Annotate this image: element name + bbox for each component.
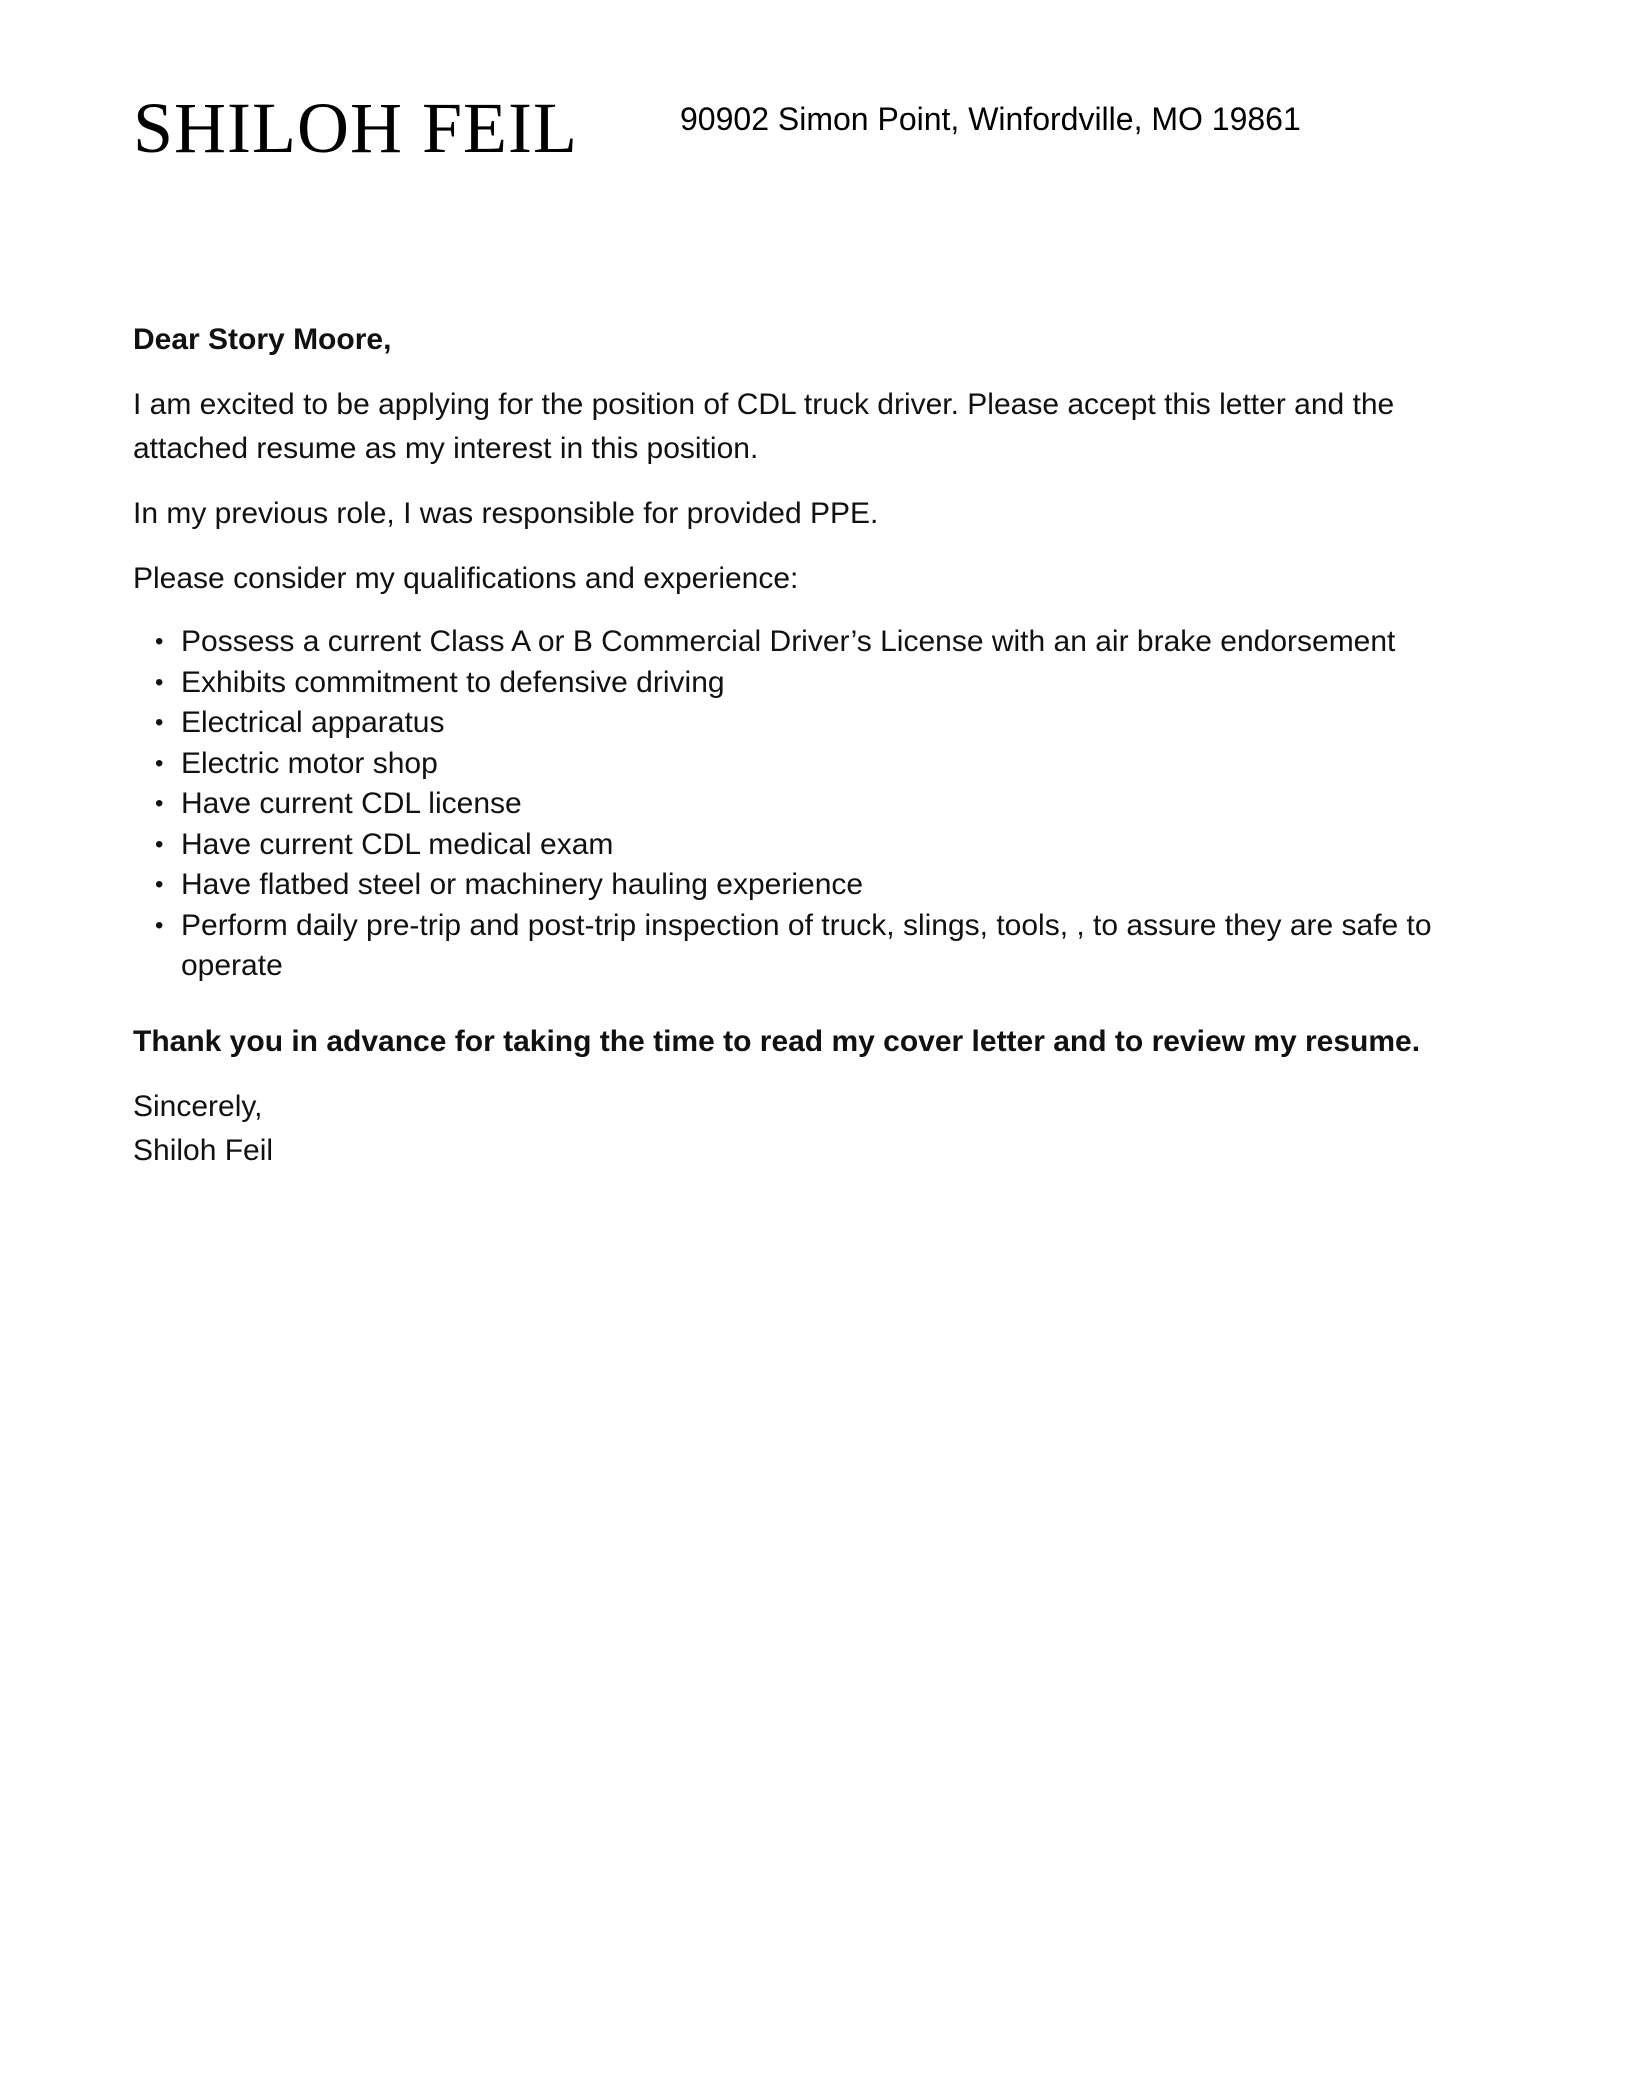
bullet-icon: • — [155, 911, 164, 939]
list-item — [133, 622, 1503, 663]
qualification-text: Perform daily pre-trip and post-trip inspection of truck, slings, tools, , to assure they are safe to operate — [181, 908, 1432, 982]
qualifications-intro: Please consider my qualifications and experience: — [133, 562, 799, 595]
qualification-text: Possess a current Class A or B Commercial Driver’s License with an air brake endorsement — [181, 625, 1396, 658]
salutation: Dear Story Moore, — [133, 323, 392, 356]
bullet-icon: • — [155, 668, 164, 696]
list-item — [133, 906, 1503, 987]
closing-paragraph: Thank you in advance for taking the time to read my cover letter and to review my resume. — [133, 1024, 1421, 1058]
qualification-text: Exhibits commitment to defensive driving — [181, 665, 725, 699]
bullet-icon: • — [155, 871, 164, 898]
list-item — [133, 784, 1503, 825]
signoff — [133, 1085, 1503, 1173]
sender-name: SHILOH FEIL — [133, 88, 578, 168]
bullet-icon: • — [155, 749, 164, 777]
list-item — [133, 825, 1503, 866]
list-item — [133, 865, 1503, 906]
bullet-icon: • — [155, 709, 164, 736]
signature-name: Shiloh Feil — [133, 1133, 274, 1167]
qualification-text: Have current CDL license — [181, 787, 522, 820]
qualification-text: Electrical apparatus — [181, 706, 445, 739]
letter-header — [133, 86, 1533, 176]
letter-body — [133, 318, 1503, 1173]
list-item — [133, 663, 1503, 704]
bullet-icon: • — [155, 830, 164, 858]
qualification-text: Have current CDL medical exam — [181, 827, 614, 861]
qualification-text: Have flatbed steel or machinery hauling experience — [181, 868, 864, 901]
list-item — [133, 744, 1503, 785]
list-item — [133, 703, 1503, 744]
qualifications-list — [133, 622, 1503, 987]
bullet-icon: • — [155, 628, 164, 655]
qualification-text: Electric motor shop — [181, 746, 438, 780]
sender-address: 90902 Simon Point, Winfordville, MO 19861 — [680, 101, 1301, 137]
bullet-icon: • — [155, 790, 164, 817]
previous-role-paragraph: In my previous role, I was responsible for provided PPE. — [133, 497, 879, 530]
signoff-text: Sincerely, — [133, 1089, 263, 1123]
intro-paragraph: I am excited to be applying for the position of CDL truck driver. Please accept this letter and the attached resume as my interest in this position. — [133, 388, 1395, 465]
